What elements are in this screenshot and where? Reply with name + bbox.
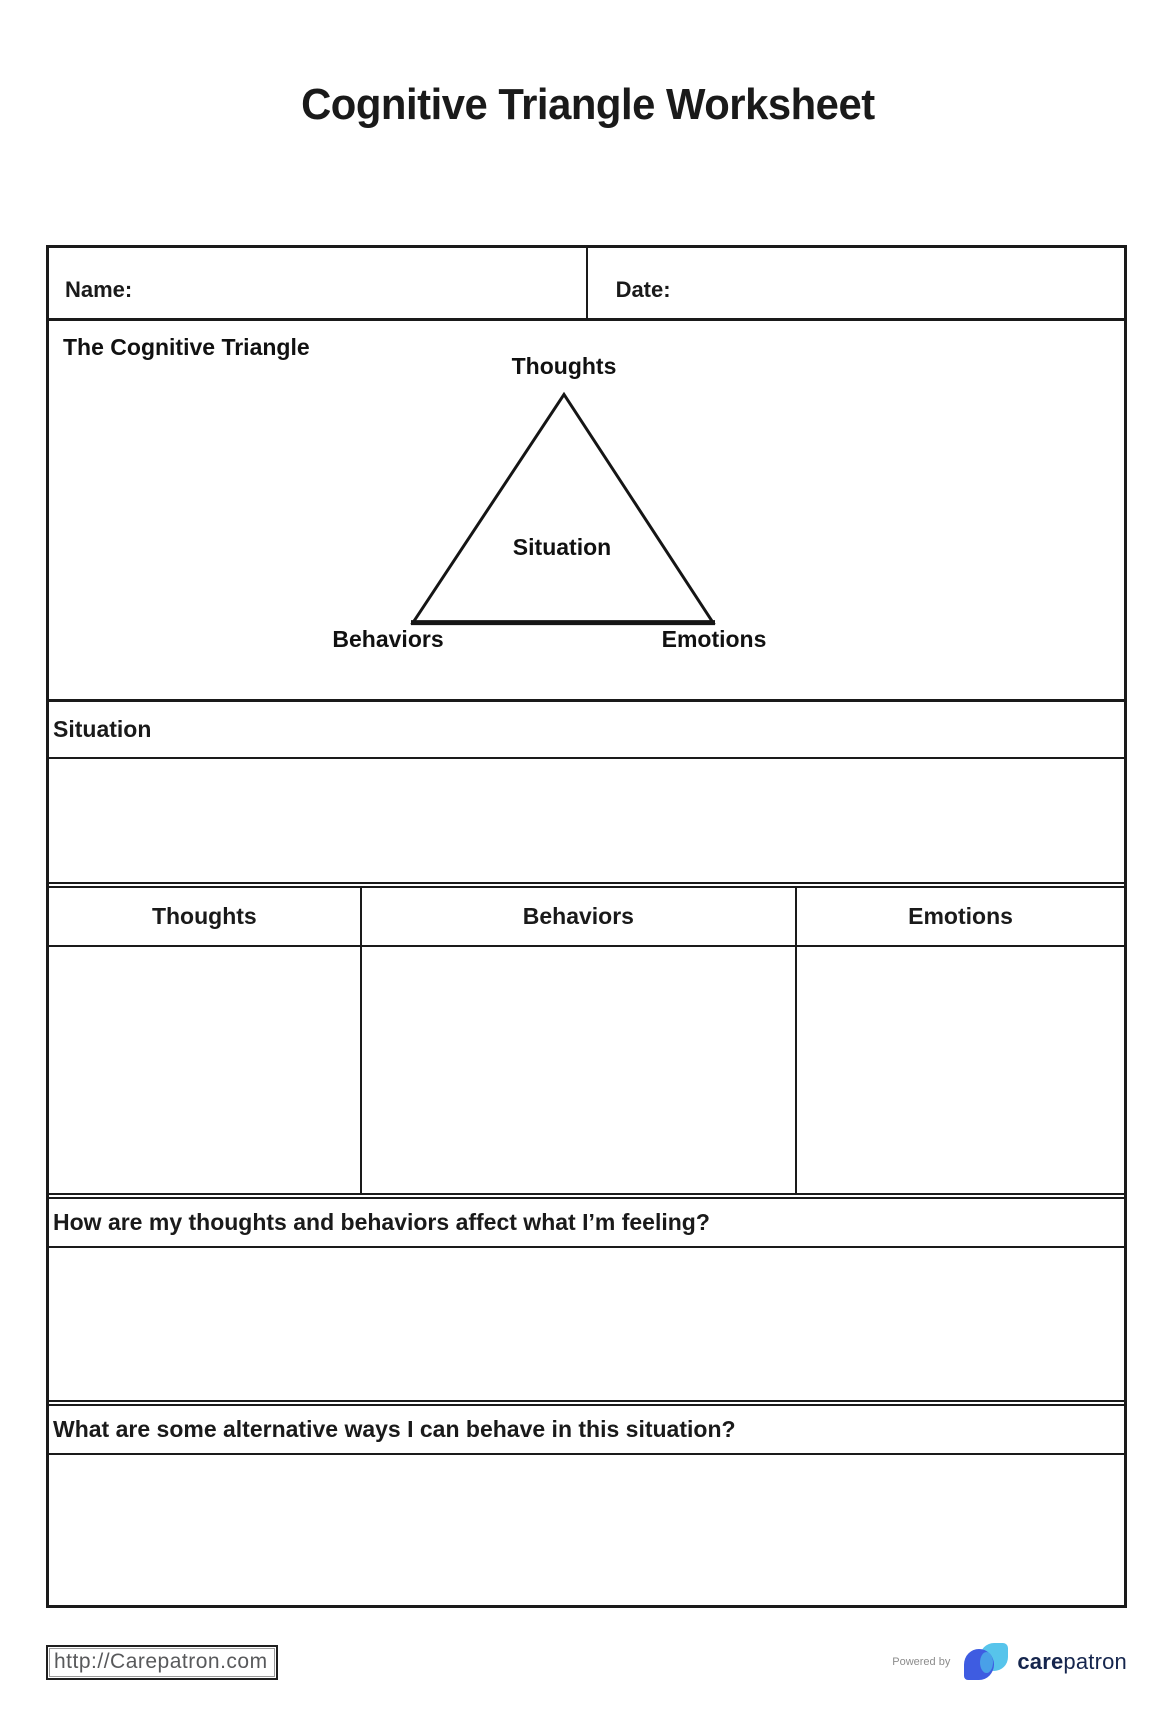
carepatron-link-text: http://Carepatron.com bbox=[49, 1648, 275, 1677]
powered-by-group bbox=[892, 1642, 1127, 1682]
alternative-question-header bbox=[49, 1400, 1124, 1453]
situation-header bbox=[49, 699, 1124, 757]
alternative-question-label: What are some alternative ways I can behave in this situation? bbox=[53, 1416, 736, 1442]
name-label: Name: bbox=[65, 277, 133, 302]
carepatron-wordmark bbox=[1017, 1649, 1127, 1675]
triangle-section-title: The Cognitive Triangle bbox=[63, 334, 310, 360]
table-header-emotions: Emotions bbox=[795, 888, 1124, 945]
worksheet-page bbox=[0, 80, 1176, 1710]
brand-bold-part: care bbox=[1017, 1649, 1064, 1674]
table-body-row bbox=[49, 945, 1124, 1193]
carepatron-link[interactable] bbox=[46, 1645, 278, 1680]
page-footer bbox=[46, 1642, 1127, 1682]
triangle-bottom-left-label: Behaviors bbox=[332, 626, 444, 652]
name-field-cell bbox=[49, 248, 588, 318]
table-header-thoughts: Thoughts bbox=[151, 903, 257, 929]
triangle-bottom-right-label: Emotions bbox=[661, 626, 767, 652]
behaviors-input-area[interactable] bbox=[360, 947, 795, 1193]
table-header-row bbox=[49, 882, 1124, 945]
emotions-input-area[interactable] bbox=[795, 947, 1124, 1193]
cognitive-triangle-section bbox=[49, 318, 1124, 699]
situation-input-area[interactable] bbox=[49, 757, 1124, 882]
name-date-row bbox=[49, 248, 1124, 318]
brand-regular-part: patron bbox=[1063, 1649, 1127, 1674]
name-input-area[interactable] bbox=[132, 248, 585, 303]
carepatron-logo-icon bbox=[964, 1642, 1010, 1682]
triangle-center-label: Situation bbox=[512, 534, 612, 560]
powered-by-label: Powered by bbox=[892, 1656, 951, 1668]
date-label: Date: bbox=[615, 277, 671, 302]
feeling-question-label: How are my thoughts and behaviors affect what I’m feeling? bbox=[53, 1209, 710, 1235]
situation-label: Situation bbox=[53, 716, 152, 742]
table-header-behaviors: Behaviors bbox=[360, 888, 795, 945]
triangle-apex-label: Thoughts bbox=[511, 353, 617, 379]
feeling-question-header bbox=[49, 1193, 1124, 1246]
feeling-input-area[interactable] bbox=[49, 1246, 1124, 1400]
worksheet-form bbox=[46, 245, 1127, 1608]
thoughts-input-area[interactable] bbox=[49, 947, 360, 1193]
alternative-input-area[interactable] bbox=[49, 1453, 1124, 1605]
date-input-area[interactable] bbox=[671, 248, 1124, 303]
date-field-cell bbox=[588, 248, 1124, 318]
page-title: Cognitive Triangle Worksheet bbox=[301, 80, 875, 129]
